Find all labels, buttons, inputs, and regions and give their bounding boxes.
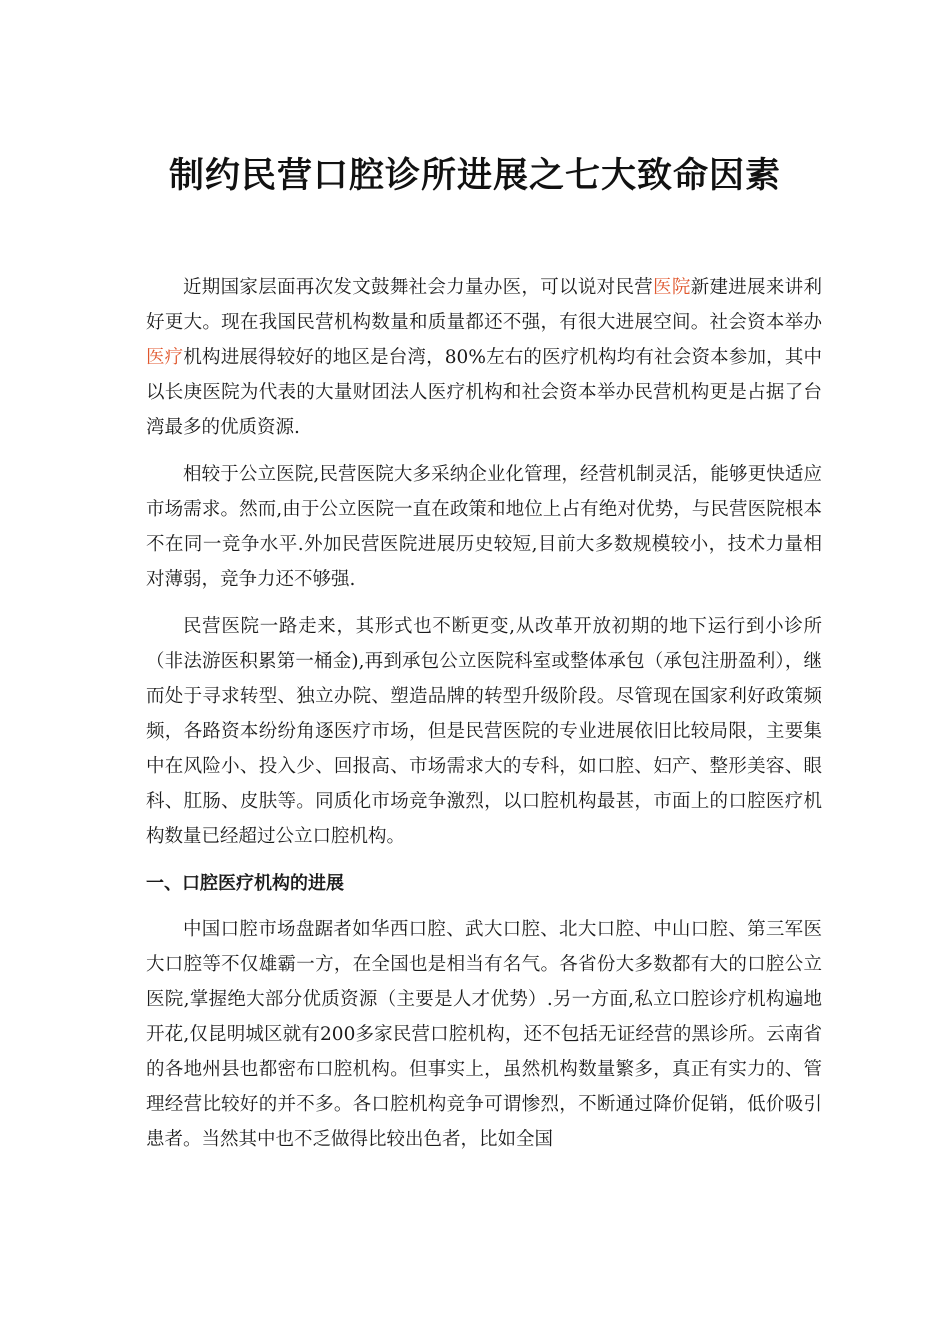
section-heading-1: 一、口腔医疗机构的进展 bbox=[146, 873, 344, 894]
paragraph-4: 中国口腔市场盘踞者如华西口腔、武大口腔、北大口腔、中山口腔、第三军医大口腔等不仅雄霸一方，在全国也是相当有名气。各省份大多数都有大的口腔公立医院,掌握绝大部分优质资源（主要是人才优势）.另一方面,私立口腔诊疗机构遍地开花,仅昆明城区就有200多家民营口腔机构，还不包括无证经营的黑诊所。云南省的各地州县也都密布口腔机构。但事实上，虽然机构数量繁多，真正有实力的、管理经营比较好的并不多。各口腔机构竞争可谓惨烈，不断通过降价促销，低价吸引患者。当然其中也不乏做得比较出色者，比如全国 bbox=[146, 919, 822, 1150]
paragraph-3: 民营医院一路走来，其形式也不断更变,从改革开放初期的地下运行到小诊所（非法游医积累第一桶金),再到承包公立医院科室或整体承包（承包注册盈利），继而处于寻求转型、独立办院、塑造品牌的转型升级阶段。尽管现在国家利好政策频频，各路资本纷纷角逐医疗市场，但是民营医院的专业进展依旧比较局限，主要集中在风险小、投入少、回报高、市场需求大的专科，如口腔、妇产、整形美容、眼科、肛肠、皮肤等。同质化市场竞争激烈，以口腔机构最甚，市面上的口腔医疗机构数量已经超过公立口腔机构。 bbox=[146, 616, 822, 847]
paragraph-2: 相较于公立医院,民营医院大多采纳企业化管理，经营机制灵活，能够更快适应市场需求。然而,由于公立医院一直在政策和地位上占有绝对优势，与民营医院根本不在同一竞争水平.外加民营医院进展历史较短,目前大多数规模较小，技术力量相对薄弱，竞争力还不够强. bbox=[146, 464, 822, 590]
paragraph-1-text-a: 近期国家层面再次发文鼓舞社会力量办医，可以说对民营 bbox=[183, 277, 654, 298]
medical-link[interactable]: 医疗 bbox=[146, 347, 184, 368]
document-body bbox=[146, 270, 822, 1169]
paragraph-1-text-c: 机构进展得较好的地区是台湾，80%左右的医疗机构均有社会资本参加，其中以长庚医院为代表的大量财团法人医疗机构和社会资本举办民营机构更是占据了台湾最多的优质资源. bbox=[146, 347, 822, 438]
document-title: 制约民营口腔诊所进展之七大致命因素 bbox=[168, 156, 781, 196]
hospital-link[interactable]: 医院 bbox=[653, 277, 691, 298]
paragraph-1-text-b: 新建进展来讲利好更大。现在我国民营机构数量和质量都还不强，有很大进展空间。社会资本举办 bbox=[146, 277, 822, 333]
paragraph-1 bbox=[146, 270, 822, 445]
